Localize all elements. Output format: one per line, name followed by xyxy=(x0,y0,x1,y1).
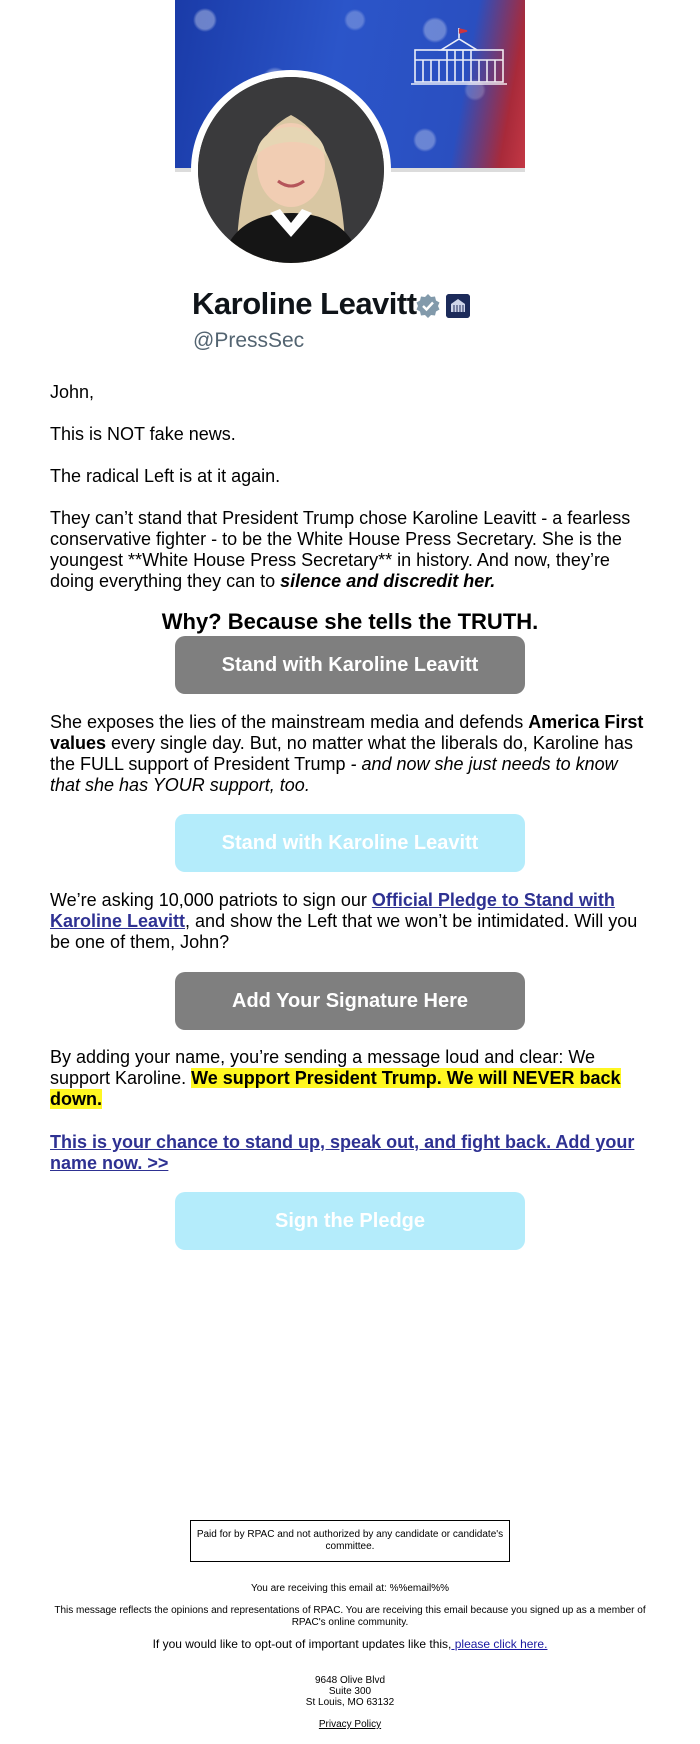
verified-badge-icon xyxy=(415,293,441,319)
paid-for-disclaimer: Paid for by RPAC and not authorized by any candidate or candidate's committee. xyxy=(190,1520,510,1562)
government-badge-icon xyxy=(446,294,470,318)
opt-out-link[interactable]: please click here. xyxy=(451,1637,548,1651)
paragraph-2-emphasis: - and now she just needs to know that she has YOUR support, too. xyxy=(50,754,618,795)
paragraph-2-text: She exposes the lies of the mainstream media and defends xyxy=(50,712,529,732)
stand-with-button-secondary[interactable]: Stand with Karoline Leavitt xyxy=(175,814,525,872)
privacy-policy-link[interactable]: Privacy Policy xyxy=(318,1719,382,1730)
paragraph-3-text-b: , and show the Left that we won’t be intimidated. Will you be one of them, John? xyxy=(50,911,638,952)
profile-handle: @PressSec xyxy=(193,329,305,352)
truth-headline: Why? Because she tells the TRUTH. xyxy=(161,609,539,634)
paragraph-3-text: We’re asking 10,000 patriots to sign our xyxy=(50,890,372,910)
intro-line-2: The radical Left is at it again. xyxy=(50,466,281,486)
paragraph-4-text: By adding your name, you’re sending a message loud and clear: We support Karoline. xyxy=(50,1047,595,1088)
paragraph-1-emphasis: silence and discredit her. xyxy=(280,571,496,591)
opt-out-text: If you would like to opt-out of important updates like this, xyxy=(152,1637,452,1651)
privacy-footer xyxy=(0,1719,700,1730)
address-line-1: 9648 Olive Blvd xyxy=(314,1675,386,1686)
white-house-icon xyxy=(411,26,507,88)
highlighted-text: We support President Trump. We will NEVER back down. xyxy=(50,1068,621,1109)
paragraph-1-text: They can’t stand that President Trump chose Karoline Leavitt - a fearless conservative fighter - to be the White House Press Secretary. She is the youngest **White House Press Secretary** in history. And now, they’re doing everything they can to xyxy=(50,508,631,591)
add-name-link[interactable]: This is your chance to stand up, speak out, and fight back. Add your name now. >> xyxy=(50,1132,635,1173)
pledge-link[interactable]: Official Pledge to Stand with Karoline Leavitt xyxy=(50,890,615,931)
paragraph-2 xyxy=(50,712,650,796)
avatar-frame xyxy=(191,70,391,270)
sign-pledge-button[interactable]: Sign the Pledge xyxy=(175,1192,525,1250)
paragraph-4 xyxy=(50,1047,650,1110)
paragraph-2-text-b: every single day. But, no matter what the liberals do, Karoline has the FULL support of President Trump xyxy=(50,733,633,774)
avatar xyxy=(198,77,384,263)
mailing-address xyxy=(0,1675,700,1708)
receiving-notice: You are receiving this email at: %%email%% xyxy=(250,1583,450,1594)
stand-with-button[interactable]: Stand with Karoline Leavitt xyxy=(175,636,525,694)
address-line-3: St Louis, MO 63132 xyxy=(305,1697,395,1708)
cta-paragraph xyxy=(50,1132,650,1174)
profile-name: Karoline Leavitt xyxy=(192,286,417,321)
paragraph-3 xyxy=(50,890,650,953)
paragraph-1 xyxy=(50,508,650,592)
intro-line: This is NOT fake news. xyxy=(50,424,236,444)
greeting: John, xyxy=(50,382,95,402)
opt-out-line xyxy=(0,1637,700,1651)
address-line-2: Suite 300 xyxy=(328,1686,372,1697)
portrait-image xyxy=(198,77,384,263)
paragraph-2-bold: America First values xyxy=(50,712,644,753)
opinions-notice: This message reflects the opinions and representations of RPAC. You are receiving this email because you signed up as a member of RPAC's online community. xyxy=(54,1605,646,1628)
add-signature-button[interactable]: Add Your Signature Here xyxy=(175,972,525,1030)
